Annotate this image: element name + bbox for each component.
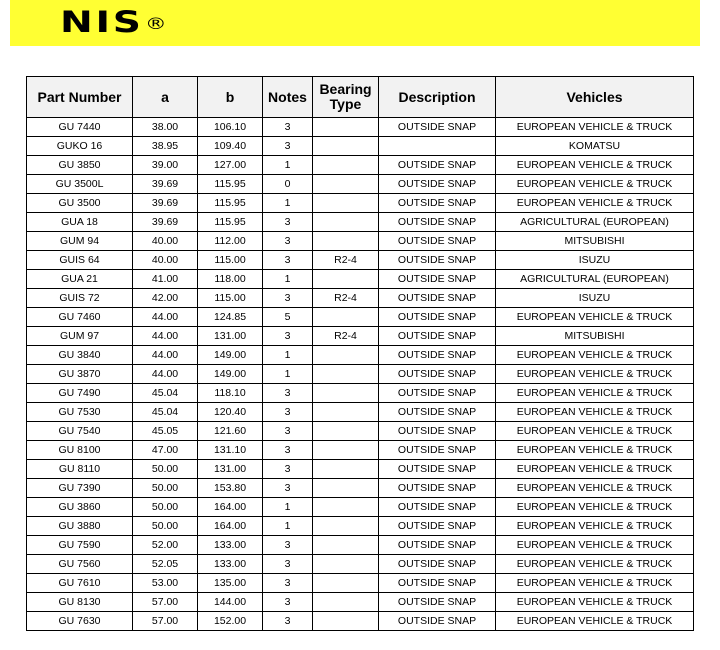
part-number-cell: GUA 21 xyxy=(27,270,133,289)
table-row xyxy=(27,479,694,498)
description-cell: OUTSIDE SNAP xyxy=(379,327,496,346)
bearing-type-cell xyxy=(313,422,379,441)
bearing-type-cell xyxy=(313,118,379,137)
bearing-type-cell xyxy=(313,612,379,631)
description-cell: OUTSIDE SNAP xyxy=(379,118,496,137)
vehicles-cell: MITSUBISHI xyxy=(496,232,694,251)
b-cell: 133.00 xyxy=(198,536,263,555)
part-number-cell: GU 7490 xyxy=(27,384,133,403)
part-number-cell: GU 7530 xyxy=(27,403,133,422)
part-number-cell: GU 3850 xyxy=(27,156,133,175)
a-cell: 52.00 xyxy=(133,536,198,555)
description-cell: OUTSIDE SNAP xyxy=(379,593,496,612)
bearing-type-cell xyxy=(313,137,379,156)
a-cell: 39.69 xyxy=(133,194,198,213)
vehicles-cell: EUROPEAN VEHICLE & TRUCK xyxy=(496,498,694,517)
a-cell: 44.00 xyxy=(133,327,198,346)
vehicles-cell: EUROPEAN VEHICLE & TRUCK xyxy=(496,479,694,498)
col-header-notes: Notes xyxy=(263,77,313,118)
b-cell: 124.85 xyxy=(198,308,263,327)
a-cell: 45.04 xyxy=(133,403,198,422)
table-row xyxy=(27,574,694,593)
col-header-b: b xyxy=(198,77,263,118)
bearing-type-cell: R2-4 xyxy=(313,251,379,270)
bearing-type-cell xyxy=(313,213,379,232)
table-row xyxy=(27,213,694,232)
part-number-cell: GU 7390 xyxy=(27,479,133,498)
table-row xyxy=(27,555,694,574)
part-number-cell: GU 7610 xyxy=(27,574,133,593)
notes-cell: 3 xyxy=(263,536,313,555)
vehicles-cell: EUROPEAN VEHICLE & TRUCK xyxy=(496,346,694,365)
vehicles-cell: EUROPEAN VEHICLE & TRUCK xyxy=(496,441,694,460)
table-row xyxy=(27,289,694,308)
notes-cell: 3 xyxy=(263,327,313,346)
table-row xyxy=(27,441,694,460)
part-number-cell: GUKO 16 xyxy=(27,137,133,156)
vehicles-cell: AGRICULTURAL (EUROPEAN) xyxy=(496,270,694,289)
vehicles-cell: KOMATSU xyxy=(496,137,694,156)
table-row xyxy=(27,232,694,251)
table-header-row xyxy=(27,77,694,118)
col-header-description: Description xyxy=(379,77,496,118)
b-cell: 149.00 xyxy=(198,365,263,384)
vehicles-cell: EUROPEAN VEHICLE & TRUCK xyxy=(496,194,694,213)
vehicles-cell: EUROPEAN VEHICLE & TRUCK xyxy=(496,118,694,137)
b-cell: 127.00 xyxy=(198,156,263,175)
description-cell: OUTSIDE SNAP xyxy=(379,251,496,270)
description-cell: OUTSIDE SNAP xyxy=(379,289,496,308)
bearing-type-cell xyxy=(313,498,379,517)
vehicles-cell: EUROPEAN VEHICLE & TRUCK xyxy=(496,365,694,384)
bearing-type-cell: R2-4 xyxy=(313,289,379,308)
bearing-type-cell xyxy=(313,384,379,403)
notes-cell: 1 xyxy=(263,194,313,213)
notes-cell: 3 xyxy=(263,137,313,156)
description-cell: OUTSIDE SNAP xyxy=(379,175,496,194)
part-number-cell: GUA 18 xyxy=(27,213,133,232)
table-row xyxy=(27,460,694,479)
registered-mark: ® xyxy=(144,14,167,33)
a-cell: 40.00 xyxy=(133,232,198,251)
notes-cell: 1 xyxy=(263,498,313,517)
b-cell: 135.00 xyxy=(198,574,263,593)
bearing-type-cell xyxy=(313,270,379,289)
table-row xyxy=(27,270,694,289)
a-cell: 39.00 xyxy=(133,156,198,175)
vehicles-cell: EUROPEAN VEHICLE & TRUCK xyxy=(496,593,694,612)
description-cell: OUTSIDE SNAP xyxy=(379,441,496,460)
description-cell: OUTSIDE SNAP xyxy=(379,346,496,365)
vehicles-cell: ISUZU xyxy=(496,251,694,270)
vehicles-cell: EUROPEAN VEHICLE & TRUCK xyxy=(496,536,694,555)
bearing-type-cell xyxy=(313,194,379,213)
vehicles-cell: MITSUBISHI xyxy=(496,327,694,346)
description-cell: OUTSIDE SNAP xyxy=(379,460,496,479)
b-cell: 144.00 xyxy=(198,593,263,612)
part-number-cell: GU 7630 xyxy=(27,612,133,631)
part-number-cell: GU 3860 xyxy=(27,498,133,517)
b-cell: 164.00 xyxy=(198,517,263,536)
b-cell: 115.95 xyxy=(198,194,263,213)
description-cell: OUTSIDE SNAP xyxy=(379,498,496,517)
description-cell: OUTSIDE SNAP xyxy=(379,213,496,232)
parts-table xyxy=(26,76,694,631)
part-number-cell: GUM 97 xyxy=(27,327,133,346)
description-cell: OUTSIDE SNAP xyxy=(379,574,496,593)
table-row xyxy=(27,118,694,137)
notes-cell: 3 xyxy=(263,479,313,498)
part-number-cell: GU 3870 xyxy=(27,365,133,384)
description-cell: OUTSIDE SNAP xyxy=(379,403,496,422)
part-number-cell: GU 3500 xyxy=(27,194,133,213)
col-header-part-number: Part Number xyxy=(27,77,133,118)
vehicles-cell: EUROPEAN VEHICLE & TRUCK xyxy=(496,384,694,403)
part-number-cell: GU 7590 xyxy=(27,536,133,555)
col-header-vehicles: Vehicles xyxy=(496,77,694,118)
brand-name: NIS xyxy=(60,5,144,39)
notes-cell: 1 xyxy=(263,365,313,384)
notes-cell: 3 xyxy=(263,422,313,441)
header-banner xyxy=(10,0,700,46)
b-cell: 153.80 xyxy=(198,479,263,498)
table-row xyxy=(27,308,694,327)
a-cell: 57.00 xyxy=(133,612,198,631)
b-cell: 106.10 xyxy=(198,118,263,137)
bearing-type-cell xyxy=(313,346,379,365)
notes-cell: 3 xyxy=(263,118,313,137)
vehicles-cell: EUROPEAN VEHICLE & TRUCK xyxy=(496,517,694,536)
table-row xyxy=(27,422,694,441)
table-row xyxy=(27,517,694,536)
table-row xyxy=(27,536,694,555)
bearing-type-cell xyxy=(313,403,379,422)
bearing-type-cell xyxy=(313,175,379,194)
a-cell: 41.00 xyxy=(133,270,198,289)
nis-logo xyxy=(60,6,167,38)
a-cell: 44.00 xyxy=(133,365,198,384)
b-cell: 131.00 xyxy=(198,327,263,346)
description-cell: OUTSIDE SNAP xyxy=(379,384,496,403)
a-cell: 39.69 xyxy=(133,175,198,194)
b-cell: 112.00 xyxy=(198,232,263,251)
notes-cell: 3 xyxy=(263,403,313,422)
b-cell: 118.00 xyxy=(198,270,263,289)
table-row xyxy=(27,327,694,346)
table-row xyxy=(27,612,694,631)
table-row xyxy=(27,194,694,213)
b-cell: 115.00 xyxy=(198,289,263,308)
table-row xyxy=(27,593,694,612)
notes-cell: 3 xyxy=(263,460,313,479)
a-cell: 52.05 xyxy=(133,555,198,574)
a-cell: 50.00 xyxy=(133,479,198,498)
b-cell: 149.00 xyxy=(198,346,263,365)
notes-cell: 3 xyxy=(263,232,313,251)
notes-cell: 3 xyxy=(263,384,313,403)
vehicles-cell: EUROPEAN VEHICLE & TRUCK xyxy=(496,403,694,422)
b-cell: 152.00 xyxy=(198,612,263,631)
bearing-type-cell xyxy=(313,479,379,498)
a-cell: 42.00 xyxy=(133,289,198,308)
a-cell: 45.04 xyxy=(133,384,198,403)
bearing-type-cell xyxy=(313,232,379,251)
bearing-type-cell xyxy=(313,156,379,175)
bearing-type-cell: R2-4 xyxy=(313,327,379,346)
b-cell: 164.00 xyxy=(198,498,263,517)
notes-cell: 3 xyxy=(263,289,313,308)
b-cell: 115.00 xyxy=(198,251,263,270)
notes-cell: 0 xyxy=(263,175,313,194)
vehicles-cell: EUROPEAN VEHICLE & TRUCK xyxy=(496,156,694,175)
part-number-cell: GU 8130 xyxy=(27,593,133,612)
part-number-cell: GU 7460 xyxy=(27,308,133,327)
bearing-type-cell xyxy=(313,555,379,574)
part-number-cell: GU 3840 xyxy=(27,346,133,365)
part-number-cell: GUIS 72 xyxy=(27,289,133,308)
table-row xyxy=(27,137,694,156)
part-number-cell: GU 7540 xyxy=(27,422,133,441)
a-cell: 38.00 xyxy=(133,118,198,137)
notes-cell: 3 xyxy=(263,612,313,631)
bearing-type-cell xyxy=(313,460,379,479)
a-cell: 44.00 xyxy=(133,308,198,327)
a-cell: 47.00 xyxy=(133,441,198,460)
description-cell: OUTSIDE SNAP xyxy=(379,194,496,213)
vehicles-cell: EUROPEAN VEHICLE & TRUCK xyxy=(496,308,694,327)
vehicles-cell: EUROPEAN VEHICLE & TRUCK xyxy=(496,175,694,194)
table-row xyxy=(27,498,694,517)
description-cell xyxy=(379,137,496,156)
bearing-type-cell xyxy=(313,308,379,327)
part-number-cell: GUM 94 xyxy=(27,232,133,251)
a-cell: 39.69 xyxy=(133,213,198,232)
b-cell: 120.40 xyxy=(198,403,263,422)
vehicles-cell: EUROPEAN VEHICLE & TRUCK xyxy=(496,422,694,441)
a-cell: 57.00 xyxy=(133,593,198,612)
table-row xyxy=(27,384,694,403)
notes-cell: 1 xyxy=(263,346,313,365)
part-number-cell: GU 3500L xyxy=(27,175,133,194)
notes-cell: 3 xyxy=(263,574,313,593)
notes-cell: 3 xyxy=(263,213,313,232)
description-cell: OUTSIDE SNAP xyxy=(379,536,496,555)
part-number-cell: GU 7560 xyxy=(27,555,133,574)
table-row xyxy=(27,403,694,422)
notes-cell: 1 xyxy=(263,517,313,536)
b-cell: 131.00 xyxy=(198,460,263,479)
part-number-cell: GU 8100 xyxy=(27,441,133,460)
bearing-type-cell xyxy=(313,574,379,593)
bearing-type-cell xyxy=(313,517,379,536)
part-number-cell: GU 8110 xyxy=(27,460,133,479)
table-row xyxy=(27,251,694,270)
description-cell: OUTSIDE SNAP xyxy=(379,232,496,251)
col-header-bearing-type: Bearing Type xyxy=(313,77,379,118)
table-row xyxy=(27,156,694,175)
table-row xyxy=(27,365,694,384)
notes-cell: 3 xyxy=(263,251,313,270)
bearing-type-cell xyxy=(313,536,379,555)
vehicles-cell: EUROPEAN VEHICLE & TRUCK xyxy=(496,460,694,479)
description-cell: OUTSIDE SNAP xyxy=(379,270,496,289)
notes-cell: 3 xyxy=(263,441,313,460)
table-row xyxy=(27,346,694,365)
vehicles-cell: EUROPEAN VEHICLE & TRUCK xyxy=(496,612,694,631)
description-cell: OUTSIDE SNAP xyxy=(379,517,496,536)
table-row xyxy=(27,175,694,194)
part-number-cell: GU 7440 xyxy=(27,118,133,137)
b-cell: 133.00 xyxy=(198,555,263,574)
bearing-type-cell xyxy=(313,593,379,612)
a-cell: 50.00 xyxy=(133,517,198,536)
a-cell: 50.00 xyxy=(133,460,198,479)
vehicles-cell: ISUZU xyxy=(496,289,694,308)
a-cell: 44.00 xyxy=(133,346,198,365)
b-cell: 115.95 xyxy=(198,213,263,232)
a-cell: 40.00 xyxy=(133,251,198,270)
part-number-cell: GUIS 64 xyxy=(27,251,133,270)
notes-cell: 5 xyxy=(263,308,313,327)
a-cell: 38.95 xyxy=(133,137,198,156)
notes-cell: 3 xyxy=(263,593,313,612)
notes-cell: 1 xyxy=(263,270,313,289)
description-cell: OUTSIDE SNAP xyxy=(379,422,496,441)
description-cell: OUTSIDE SNAP xyxy=(379,156,496,175)
bearing-type-cell xyxy=(313,365,379,384)
vehicles-cell: AGRICULTURAL (EUROPEAN) xyxy=(496,213,694,232)
bearing-type-cell xyxy=(313,441,379,460)
a-cell: 45.05 xyxy=(133,422,198,441)
vehicles-cell: EUROPEAN VEHICLE & TRUCK xyxy=(496,555,694,574)
vehicles-cell: EUROPEAN VEHICLE & TRUCK xyxy=(496,574,694,593)
b-cell: 109.40 xyxy=(198,137,263,156)
description-cell: OUTSIDE SNAP xyxy=(379,479,496,498)
b-cell: 118.10 xyxy=(198,384,263,403)
b-cell: 115.95 xyxy=(198,175,263,194)
b-cell: 121.60 xyxy=(198,422,263,441)
description-cell: OUTSIDE SNAP xyxy=(379,308,496,327)
part-number-cell: GU 3880 xyxy=(27,517,133,536)
notes-cell: 1 xyxy=(263,156,313,175)
a-cell: 53.00 xyxy=(133,574,198,593)
description-cell: OUTSIDE SNAP xyxy=(379,555,496,574)
notes-cell: 3 xyxy=(263,555,313,574)
a-cell: 50.00 xyxy=(133,498,198,517)
description-cell: OUTSIDE SNAP xyxy=(379,365,496,384)
description-cell: OUTSIDE SNAP xyxy=(379,612,496,631)
col-header-a: a xyxy=(133,77,198,118)
b-cell: 131.10 xyxy=(198,441,263,460)
